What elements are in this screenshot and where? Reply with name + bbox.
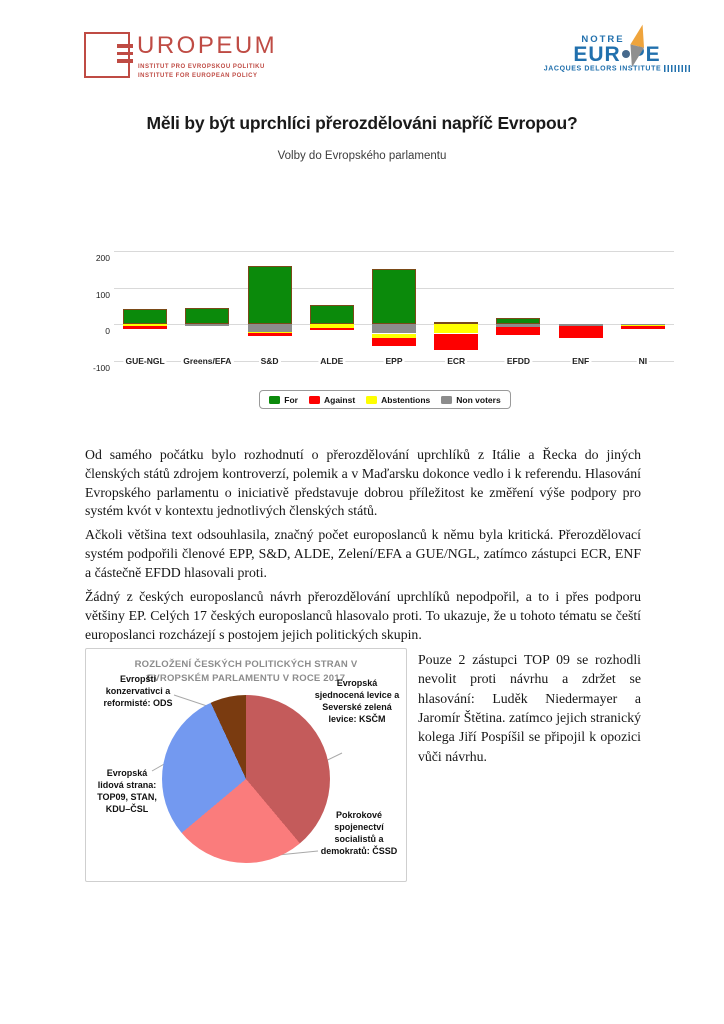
gridline (114, 251, 674, 252)
x-axis-label: Greens/EFA (183, 356, 232, 366)
legend-item: Against (309, 395, 355, 405)
x-axis-label: EPP (385, 356, 403, 366)
bar-segment-against (123, 326, 167, 329)
x-axis-label: ECR (447, 356, 466, 366)
page-subtitle: Volby do Evropského parlamentu (277, 150, 447, 162)
paragraph-2: Ačkoli většina text odsouhlasila, značný počet europoslanců k němu byla kritická. Přerozdělovací systém podpořili členové EPP, S&D, ALDE, Zelení/EFA a GUE/NGL, zatímco zástupci ECR, ENF a částečně EFDD hlasovali proti. (85, 527, 641, 580)
bar-segment-against (559, 326, 603, 338)
bar-segment-for (248, 266, 292, 325)
notre-europe-top-text: NOTRE (581, 34, 625, 45)
legend-item: Non voters (441, 395, 500, 405)
bar-segment-against (248, 333, 292, 336)
bar-segment-for (372, 269, 416, 324)
paragraph-4: Pouze 2 zástupci TOP 09 se rozhodli nevolit proti návrhu a zdržet se hlasování: Luděk Niedermayer a Jaromír Štětina. zatímco jejich stranický kolega Jiří Pospíšil se připojil k opozici vůči návrhu. (418, 652, 641, 764)
y-axis-tick: -100 (92, 363, 110, 373)
bar-segment-for (496, 318, 540, 325)
pie-chart-title: ROZLOŽENÍ ČESKÝCH POLITICKÝCH STRAN V EVROPSKÉM PARLAMENTU V ROCE 2017 (134, 659, 358, 685)
pie-chart-box (85, 648, 407, 882)
x-axis-label: NI (638, 356, 648, 366)
x-axis-label: GUE-NGL (125, 356, 165, 366)
europeum-e-bars-icon (117, 44, 133, 67)
europeum-logo (84, 30, 278, 88)
notre-europe-wordmark: EUR PE (573, 43, 661, 66)
pie-label-cssd: Pokrokové spojenectví socialistů a demokratů: ČSSD (320, 810, 398, 857)
pie-label-epp: Evropská lidová strana: TOP09, STAN, KDU–ČSL (97, 768, 157, 815)
legend-swatch-icon (269, 396, 280, 404)
bar-chart-plot-area (92, 251, 674, 373)
paragraph-3: Žádný z českých europoslanců návrh přerozdělování uprchlíků nepodpořil, a to i přes podporu většiny EP. Celých 17 českých europoslanců hlasovalo proti. To ukazuje, že u tohoto tématu se čeští europoslanci rozcházejí s postojem jejich politických skupin. (85, 589, 641, 642)
y-axis-tick: 200 (95, 253, 110, 263)
bar-segment-non-voters (372, 324, 416, 333)
pie-label-kscm: Evropská sjednocená levice a Severské zelená levice: KSČM (314, 678, 400, 725)
bar-segment-non-voters (248, 324, 292, 331)
bar-segment-for (123, 309, 167, 324)
europeum-tagline-en: INSTITUTE FOR EUROPEAN POLICY (138, 73, 258, 79)
legend-swatch-icon (441, 396, 452, 404)
legend-swatch-icon (309, 396, 320, 404)
legend-item: For (269, 395, 298, 405)
bar-segment-against (310, 328, 354, 331)
bar-segment-non-voters (185, 324, 229, 326)
legend-item: Abstentions (366, 395, 430, 405)
x-axis-label: ALDE (320, 356, 344, 366)
bar-segment-abstentions (434, 324, 478, 333)
bar-segment-for (310, 305, 354, 324)
pie-label-ods: Evropští konzervativci a reformisté: ODS (103, 674, 173, 709)
y-axis-tick: 0 (105, 326, 110, 337)
notre-europe-logo (542, 24, 692, 84)
legend-swatch-icon (366, 396, 377, 404)
ep-vote-bar-chart (88, 244, 682, 414)
bar-chart-legend (259, 390, 510, 409)
bottom-section (85, 648, 641, 882)
bar-segment-against (434, 334, 478, 351)
page-title: Měli by být uprchlíci přerozdělováni napříč Evropou? (146, 113, 578, 133)
europeum-tagline-cz: INSTITUT PRO EVROPSKOU POLITIKU (138, 64, 265, 70)
x-axis-label: EFDD (506, 356, 531, 366)
europeum-wordmark: UROPEUM (137, 32, 278, 59)
bar-segment-for (185, 308, 229, 324)
paragraph-1: Od samého počátku bylo rozhodnutí o přerozdělování uprchlíků z Itálie a Řecka do jiných členských států zdrojem kontroverzí, polemik a v Maďarsku dokonce vedlo i k referendu. Hlasování Evropského parlamentu o iniciativě představuje dobrou příležitost ke změření výše podpory pro systém kvót v kontextu jednotlivých členských států. (85, 447, 641, 519)
czech-parties-pie (162, 695, 330, 863)
bar-segment-against (372, 338, 416, 346)
x-axis-label: ENF (572, 356, 590, 366)
bar-segment-against (621, 326, 665, 329)
y-axis-tick: 100 (95, 289, 110, 300)
jacques-delors-text: JACQUES DELORS INSTITUTE (543, 65, 662, 73)
tally-marks-icon (664, 65, 690, 72)
bar-segment-against (496, 327, 540, 335)
x-axis-label: S&D (260, 356, 279, 366)
